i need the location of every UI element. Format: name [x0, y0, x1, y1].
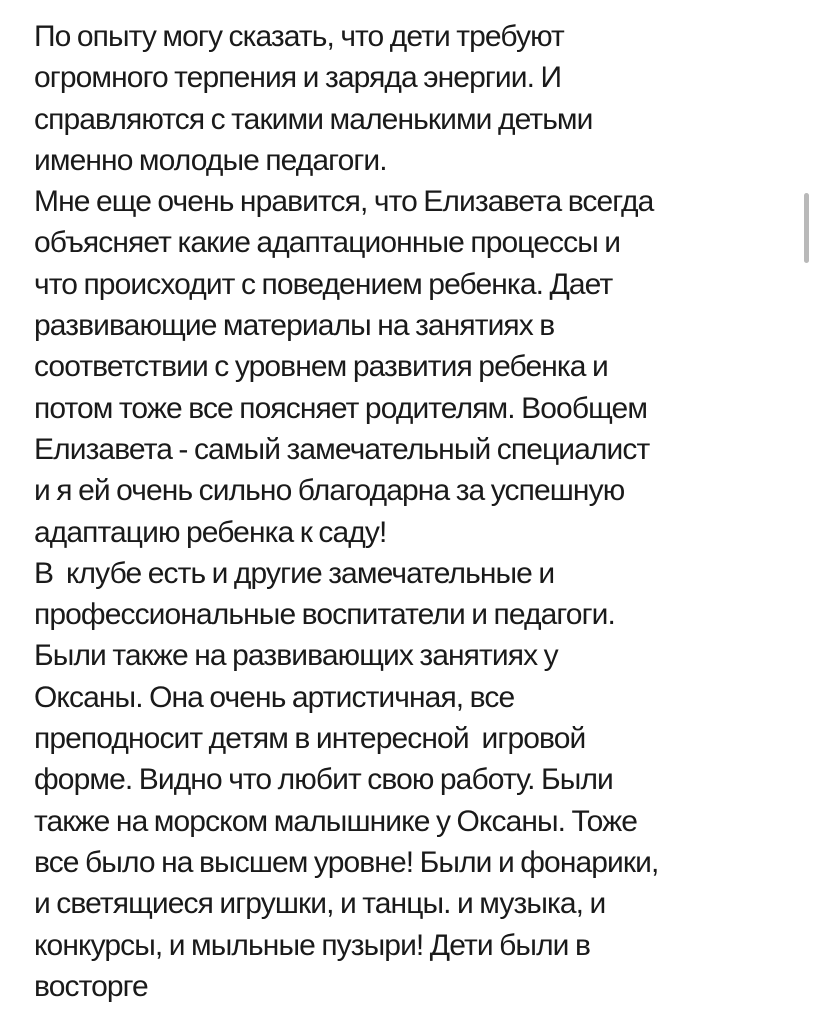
- review-line: Оксаны. Она очень артистичная, все: [34, 680, 515, 714]
- review-line: именно молодые педагоги.: [34, 143, 387, 177]
- review-line: соответствии с уровнем развития ребенка и: [34, 350, 608, 384]
- review-line: объясняет какие адаптационные процессы и: [34, 226, 621, 260]
- review-line: В клубе есть и другие замечательные и: [34, 556, 555, 590]
- review-line: конкурсы, и мыльные пузыри! Дети были в: [34, 928, 591, 962]
- review-line: и светящиеся игрушки, и танцы. и музыка, и: [34, 887, 606, 921]
- review-line: профессиональные воспитатели и педагоги.: [34, 598, 615, 632]
- review-line: справляются с такими маленькими детьми: [34, 102, 593, 136]
- review-line: развивающие материалы на занятиях в: [34, 309, 555, 343]
- review-line: адаптацию ребенка к саду!: [34, 515, 387, 549]
- review-line: преподносит детям в интересной игровой: [34, 722, 586, 756]
- review-line: и я ей очень сильно благодарна за успешную: [34, 474, 625, 508]
- review-text: [34, 16, 794, 1007]
- review-line: восторге: [34, 969, 148, 1003]
- review-line: также на морском малышнике у Оксаны. Тоже: [34, 804, 638, 838]
- review-line: Елизавета - самый замечательный специалист: [34, 432, 650, 466]
- review-line: Мне еще очень нравится, что Елизавета всегда: [34, 185, 654, 219]
- review-line: огромного терпения и заряда энергии. И: [34, 61, 562, 95]
- review-line: что происходит с поведением ребенка. Дает: [34, 267, 613, 301]
- review-line: все было на высшем уровне! Были и фонарики,: [34, 845, 659, 879]
- review-line: По опыту могу сказать, что дети требуют: [34, 20, 564, 53]
- review-line: потом тоже все поясняет родителям. Вообщем: [34, 391, 648, 425]
- scrollbar[interactable]: [804, 193, 809, 263]
- review-line: Были также на развивающих занятиях у: [34, 639, 558, 673]
- review-line: форме. Видно что любит свою работу. Были: [34, 763, 613, 797]
